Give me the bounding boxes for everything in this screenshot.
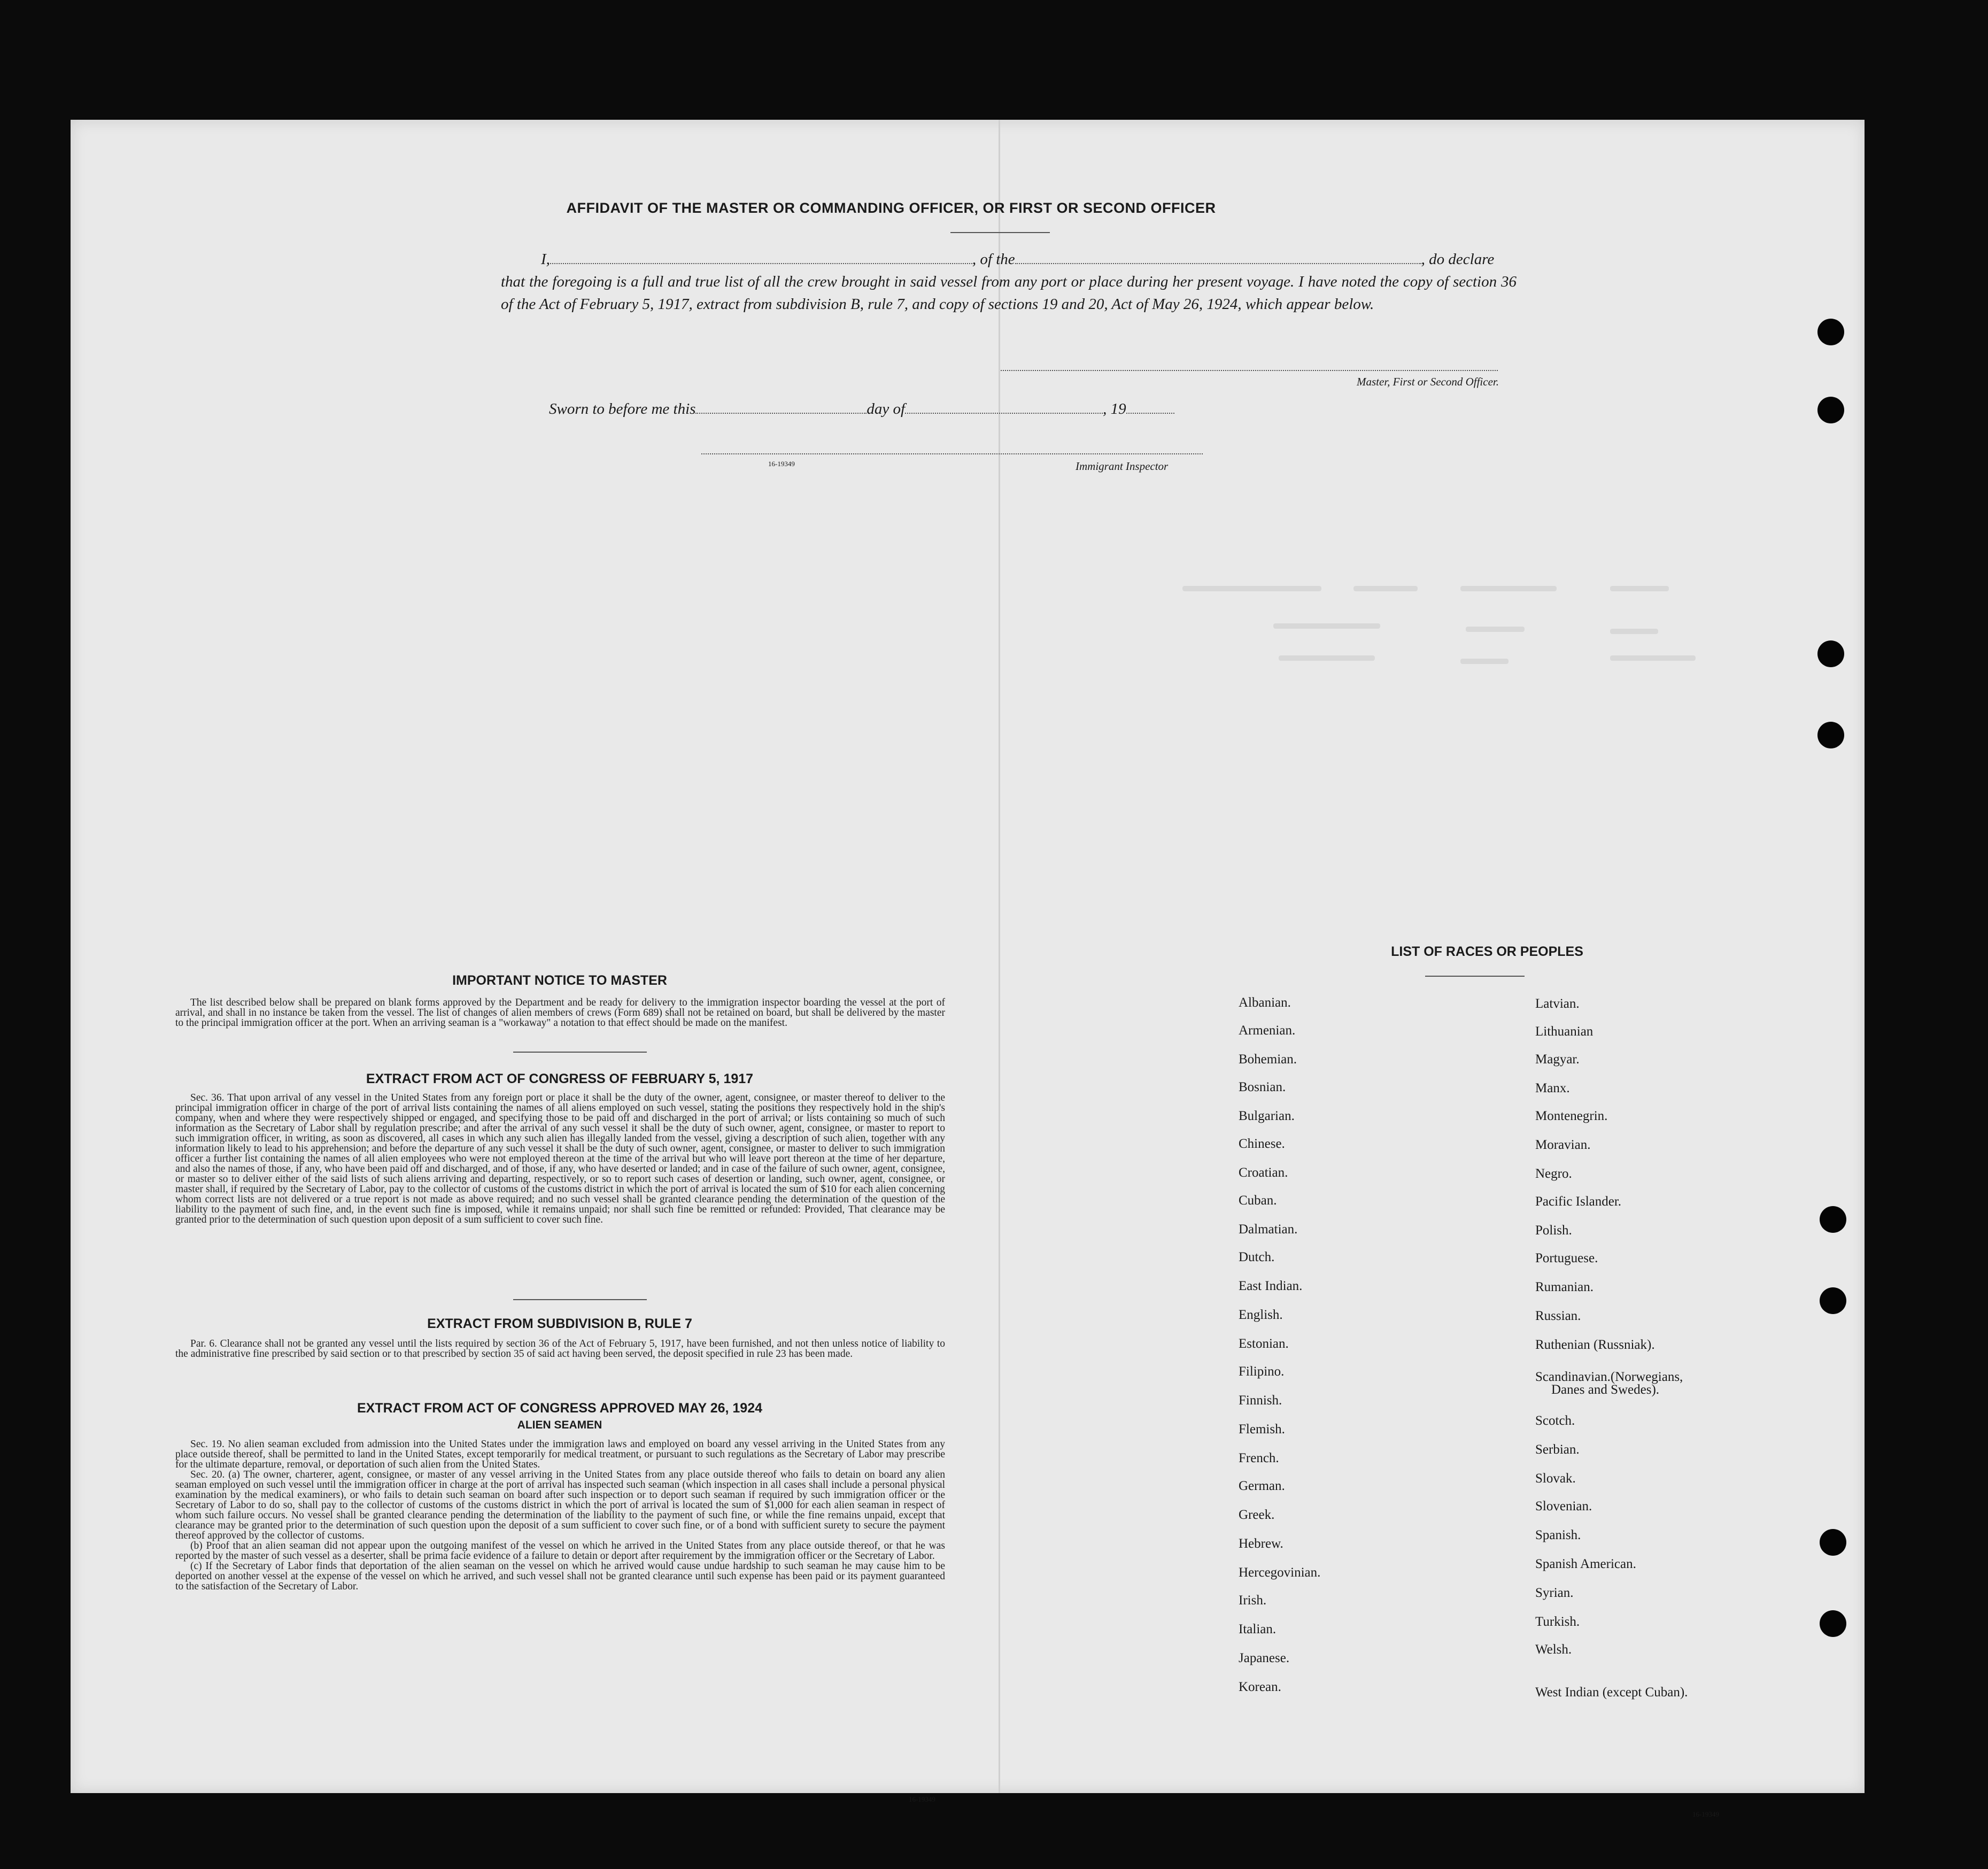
- race-item: Manx.: [1535, 1081, 1570, 1095]
- notice-text: [175, 998, 945, 1028]
- extract-1917-title: EXTRACT FROM ACT OF CONGRESS OF FEBRUARY 5, 1917: [366, 1071, 754, 1086]
- races-title: LIST OF RACES OR PEOPLES: [1391, 944, 1583, 959]
- race-item: Greek.: [1239, 1508, 1275, 1522]
- punch-hole: [1817, 640, 1844, 667]
- inspector-signature-line: [701, 453, 1203, 454]
- race-item: Filipino.: [1239, 1364, 1285, 1379]
- race-item: Bulgarian.: [1239, 1109, 1295, 1123]
- race-item: Magyar.: [1535, 1052, 1580, 1067]
- bleed-through-mark: [1182, 586, 1321, 591]
- inspector-label: Immigrant Inspector: [1076, 460, 1169, 473]
- month-blank: [905, 399, 1103, 414]
- bleed-through-mark: [1273, 623, 1380, 629]
- race-item: Korean.: [1239, 1680, 1281, 1694]
- race-item: Montenegrin.: [1535, 1109, 1608, 1123]
- race-item: Serbian.: [1535, 1442, 1580, 1457]
- race-item: Slovenian.: [1535, 1499, 1592, 1513]
- bleed-through-mark: [1610, 655, 1696, 661]
- extract-1917-text: [175, 1093, 945, 1225]
- document-sheet: [71, 120, 1865, 1818]
- extract-1924-sec19: Sec. 19. No alien seaman excluded from admission into the United States under the immigration laws and employed on board any vessel arriving in the United States from any place outside thereof, shall be permitted to land in the United States, except temporarily for medical treatment, or pursuant to such regulations as the Secretary of Labor may prescribe for the ultimate departure, removal, or deportation of such alien from the United States.: [175, 1439, 945, 1470]
- race-item: Latvian.: [1535, 997, 1580, 1011]
- extract-1924-text: [175, 1439, 945, 1592]
- race-item: Pacific Islander.: [1535, 1194, 1622, 1209]
- race-item: English.: [1239, 1308, 1283, 1322]
- bleed-through-mark: [1279, 655, 1375, 661]
- race-item: Negro.: [1535, 1167, 1572, 1181]
- race-item: Hercegovinian.: [1239, 1565, 1321, 1580]
- race-item: Cuban.: [1239, 1193, 1277, 1208]
- date-blank: [695, 399, 867, 414]
- race-item: Chinese.: [1239, 1137, 1285, 1151]
- race-item: Finnish.: [1239, 1393, 1282, 1408]
- year-blank: [1126, 399, 1174, 414]
- extract-1924-sec20b: (b) Proof that an alien seaman did not appear upon the outgoing manifest of the vessel on which he arrived in the United States from any place outside thereof, or that he was reported by the master of such vessel as a deserter, shall be prima facie evidence of a failure to detain or deport after requirement by the immigration officer or the Secretary of Labor.: [175, 1540, 945, 1562]
- divider: [950, 232, 1050, 233]
- extract-1924-subtitle: ALIEN SEAMEN: [517, 1419, 602, 1431]
- punch-hole: [1817, 397, 1844, 423]
- race-item: Dutch.: [1239, 1250, 1275, 1264]
- sworn-prefix: Sworn to before me this: [549, 400, 696, 418]
- punch-hole: [1820, 1287, 1846, 1314]
- extract-1917-paragraph: Sec. 36. That upon arrival of any vessel in the United States from any foreign port or place it shall be the duty of the owner, agent, consignee, or master thereof to deliver to the principal immigration officer in charge of the port of arrival lists containing the names of all aliens employed on such vessel, stating the positions they respectively hold in the ship's company, when and where they were respectively shipped or engaged, and specifying those to be paid off and discharged in the port of arrival; or lists containing so much of such information as the Secretary of Labor shall by regulation prescribe; and after the arrival of any such vessel it shall be the duty of such owner, agent, consignee, or master to report to such immigration officer, in writing, as soon as discovered, all cases in which any such alien has illegally landed from the vessel, giving a description of such alien, together with any information likely to lead to his apprehension; and before the departure of any such vessel it shall be the duty of such owner, agent, consignee, or master to deliver to such immigration officer a further list containing the names of all alien employees who were not employed thereon at the time of the arrival but who will leave port thereon at the time of her departure, and also the names of those, if any, who have been paid off and discharged, and of those, if any, who have deserted or landed; and in case of the failure of such owner, agent, consignee, or master so to deliver either of the said lists of such aliens arriving and departing, respectively, or so to report such cases of desertion or landing, such owner, agent, consignee, or master shall, if required by the Secretary of Labor, pay to the collector of customs of the customs district in which the port of arrival is located the sum of $10 for each alien concerning whom correct lists are not delivered or a true report is not made as above required; and no such vessel shall be granted clearance pending the determination of the question of the liability to the payment of such fine, and, in the event such fine is imposed, while it remains unpaid; nor shall such fine be remitted or refunded: Provided, That clearance may be granted prior to the determination of such question upon deposit of a sum sufficient to cover such fine.: [175, 1092, 945, 1225]
- form-number: 16-19349: [768, 460, 795, 468]
- signature-label: Master, First or Second Officer.: [1357, 375, 1499, 388]
- bleed-through-mark: [1460, 659, 1509, 664]
- bleed-through-mark: [1610, 629, 1658, 634]
- race-item: Bohemian.: [1239, 1052, 1297, 1067]
- race-item: Portuguese.: [1535, 1251, 1598, 1265]
- sworn-day: day of: [867, 400, 906, 418]
- notice-paragraph: The list described below shall be prepared on blank forms approved by the Department and be ready for delivery to the immigration inspector boarding the vessel at the port of arrival, and shall in no instance be taken from the vessel. The list of changes of alien members of crews (Form 689) shall not be retained on board, but shall be delivered by the master to the principal immigration officer at the port. When an arriving seaman is a "workaway" a notation to that effect should be made on the manifest.: [175, 997, 945, 1029]
- race-item: Polish.: [1535, 1223, 1572, 1238]
- affidavit-declaration-line: [541, 248, 1578, 271]
- divider: [513, 1299, 647, 1300]
- race-item: Syrian.: [1535, 1586, 1574, 1600]
- race-item: Scotch.: [1535, 1414, 1575, 1428]
- divider: [1425, 976, 1525, 977]
- affidavit-of-the: , of the: [972, 251, 1015, 268]
- divider: [513, 1052, 647, 1053]
- extract-rule7-text: [175, 1339, 945, 1359]
- sworn-line: [549, 398, 1297, 420]
- punch-hole: [1820, 1206, 1846, 1233]
- form-number: 16-19349: [1692, 1810, 1719, 1818]
- punch-hole: [1817, 319, 1844, 345]
- bleed-through-mark: [1466, 627, 1525, 632]
- bleed-through-mark: [1610, 586, 1669, 591]
- race-item: Russian.: [1535, 1309, 1581, 1323]
- race-item: Estonian.: [1239, 1337, 1289, 1351]
- center-fold: [999, 120, 1000, 1793]
- form-number: 16-19349: [909, 1795, 935, 1803]
- punch-hole: [1817, 722, 1844, 748]
- sworn-year: , 19: [1103, 400, 1126, 418]
- affidavit-body: that the foregoing is a full and true list of all the crew brought in said vessel from any port or place during her present voyage. I have noted the copy of section 36 of the Act of February 5, 1917, extract from subdivision B, rule 7, and copy of sections 19 and 20, Act of May 26, 1924, which appear below.: [501, 273, 1517, 313]
- race-item: Hebrew.: [1239, 1536, 1283, 1551]
- race-item: Spanish American.: [1535, 1557, 1636, 1571]
- affidavit-title: AFFIDAVIT OF THE MASTER OR COMMANDING OFFICER, OR FIRST OR SECOND OFFICER: [566, 200, 1216, 216]
- bleed-through-mark: [1353, 586, 1418, 591]
- punch-hole: [1820, 1529, 1846, 1556]
- race-item: Croatian.: [1239, 1165, 1288, 1180]
- race-item: Lithuanian: [1535, 1024, 1594, 1039]
- race-item: Bosnian.: [1239, 1080, 1286, 1094]
- race-item: Armenian.: [1239, 1023, 1296, 1038]
- race-item: Italian.: [1239, 1622, 1277, 1636]
- race-item: Irish.: [1239, 1593, 1267, 1608]
- race-item: Rumanian.: [1535, 1280, 1594, 1294]
- race-item: Ruthenian (Russniak).: [1535, 1338, 1655, 1352]
- race-item: Danes and Swedes).: [1551, 1383, 1660, 1397]
- affidavit-i: I,: [541, 251, 550, 268]
- race-item: Albanian.: [1239, 995, 1291, 1010]
- name-blank: [550, 249, 972, 264]
- race-item: Dalmatian.: [1239, 1222, 1298, 1237]
- race-item: Turkish.: [1535, 1615, 1580, 1629]
- vessel-blank: [1015, 249, 1421, 264]
- race-item: French.: [1239, 1451, 1279, 1465]
- race-item: Slovak.: [1535, 1471, 1576, 1486]
- affidavit-declare: , do declare: [1421, 251, 1495, 268]
- race-item: Scandinavian.(Norwegians,: [1535, 1370, 1683, 1384]
- extract-1924-sec20c: (c) If the Secretary of Labor finds that deportation of the alien seaman on the vessel on which he arrived would cause undue hardship to such seaman he may cause him to be deported on another vessel at the expense of the vessel on which he arrived, and such vessel shall not be granted clearance until such expense has been paid or its payment guaranteed to the satisfaction of the Secretary of Labor.: [175, 1561, 945, 1592]
- race-item: Spanish.: [1535, 1528, 1581, 1542]
- punch-hole: [1820, 1610, 1846, 1637]
- extract-1924-sec20a: Sec. 20. (a) The owner, charterer, agent, consignee, or master of any vessel arriving in the United States from any place outside thereof who fails to detain on board any alien seaman employed on such vessel until the immigration officer in charge at the port of arrival has inspected such seaman (which inspection in all cases shall include a personal physical examination by the medical examiners), or who fails to detain such seaman on board after such inspection or to deport such seaman if required by such immigration officer or the Secretary of Labor to do so, shall pay to the collector of customs of the customs district in which the port of arrival is located the sum of $1,000 for each alien seaman in respect of whom such failure occurs. No vessel shall be granted clearance pending the determination of the liability to the payment of such fine, or while the fine remains unpaid, except that clearance may be granted prior to the determination of such question upon the deposit of a sum sufficient to cover such fine, or of a bond with sufficient surety to secure the payment thereof approved by the collector of customs.: [175, 1469, 945, 1541]
- extract-1924-title: EXTRACT FROM ACT OF CONGRESS APPROVED MAY 26, 1924: [357, 1401, 763, 1416]
- notice-title: IMPORTANT NOTICE TO MASTER: [452, 973, 667, 988]
- race-item: East Indian.: [1239, 1279, 1303, 1293]
- race-item: Japanese.: [1239, 1651, 1290, 1665]
- race-item: German.: [1239, 1479, 1285, 1493]
- extract-rule7-paragraph: Par. 6. Clearance shall not be granted any vessel until the lists required by section 36 of the Act of February 5, 1917, have been furnished, and not then unless notice of liability to the administrative fine prescribed by said section or to that prescribed by section 35 of said act having been served, the deposit specified in rule 23 has been made.: [175, 1338, 945, 1360]
- race-item: West Indian (except Cuban).: [1535, 1685, 1688, 1700]
- bleed-through-mark: [1460, 586, 1557, 591]
- race-item: Welsh.: [1535, 1642, 1572, 1657]
- race-item: Moravian.: [1535, 1138, 1591, 1152]
- race-item: Flemish.: [1239, 1422, 1285, 1436]
- signature-line: [1001, 370, 1498, 371]
- extract-rule7-title: EXTRACT FROM SUBDIVISION B, RULE 7: [427, 1316, 692, 1331]
